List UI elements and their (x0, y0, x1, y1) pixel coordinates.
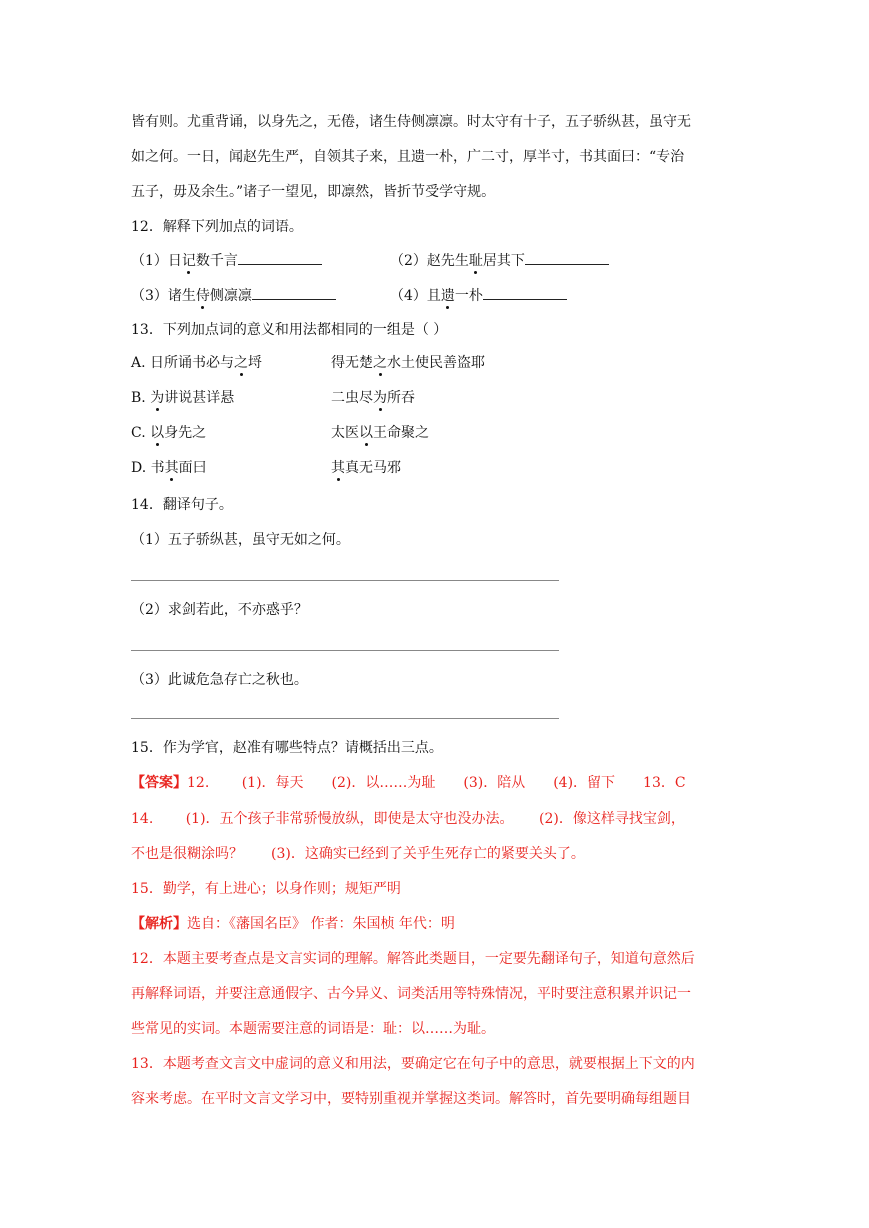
q13-option-a-right (331, 353, 485, 373)
answer-line[interactable] (131, 580, 559, 581)
q13-option-a-left[interactable] (131, 353, 262, 373)
option-dotted-word: 为 (150, 390, 165, 406)
q12-item-1 (131, 250, 322, 271)
option-label: B. (131, 390, 146, 406)
option-text: 面曰 (178, 460, 207, 476)
passage-line-3: 五子，毋及余生。”诸子一望见，即凛然，皆折节受学守规。 (131, 184, 496, 200)
answer-line[interactable] (131, 718, 559, 719)
option-text: 书 (150, 460, 165, 476)
q13-option-b-right (331, 388, 415, 408)
option-label: C. (131, 425, 146, 441)
option-dotted-word: 之 (234, 355, 249, 371)
answer-blank[interactable] (525, 250, 609, 265)
q12-item-dotted-word: 记 (181, 253, 196, 269)
q14-item-3: （3）此诚危急存亡之秋也。 (131, 672, 308, 688)
q12-item-num: （3） (131, 288, 168, 304)
q14-item-2: （2）求剑若此，不亦惑乎？ (131, 602, 308, 618)
passage-line-1: 皆有则。尤重背诵，以身先之，无倦，诸生侍侧凛凛。时太守有十子，五子骄纵甚，虽守无 (131, 114, 691, 130)
answer-line-4: 15．勤学，有上进心；以身作则；规矩严明 (131, 881, 401, 897)
analysis-line-4: 13．本题考查文言文中虚词的意义和用法，要确定它在句子中的意思，就要根据上下文的内 (131, 1056, 695, 1072)
option-text: 水土使民善盗耶 (387, 355, 485, 371)
option-label: D. (131, 460, 147, 476)
analysis-tag: 【解析】 (131, 916, 187, 932)
q15-title: 15．作为学官，赵准有哪些特点？请概括出三点。 (131, 740, 443, 756)
answer-text: 12. (1)．每天 (2)．以……为耻 (3)．陪从 (4)．留下 13．C (187, 775, 686, 791)
analysis-line-3: 些常见的实词。本题需要注意的词语是：耻：以……为耻。 (131, 1021, 495, 1037)
q13-option-d-right (331, 458, 401, 478)
option-text: 身先之 (164, 425, 207, 441)
analysis-line-5: 容来考虑。在平时文言文学习中，要特别重视并掌握这类词。解答时，首先要明确每组题目 (131, 1091, 691, 1107)
q13-option-d-left[interactable] (131, 458, 207, 478)
q14-title: 14．翻译句子。 (131, 497, 233, 513)
q12-item-3 (131, 285, 336, 306)
answer-line-2: 14. (1)．五个孩子非常骄慢放纵，即使是太守也没办法。 (2)．像这样寻找宝剑， (131, 811, 685, 827)
q12-item-pre: 赵先生 (426, 253, 469, 269)
option-text: 埒 (248, 355, 263, 371)
option-dotted-word: 之 (373, 355, 387, 371)
q12-item-post: 居其下 (482, 253, 525, 269)
option-text: 真无马邪 (345, 460, 401, 476)
q12-item-dotted-word: 侍 (195, 288, 210, 304)
q12-item-post: 一朴 (454, 288, 483, 304)
option-label: A. (131, 355, 146, 371)
q12-item-num: （1） (131, 253, 168, 269)
q12-item-pre: 日 (167, 253, 182, 269)
q13-option-c-right (331, 423, 429, 443)
answer-blank[interactable] (252, 285, 336, 300)
q12-item-pre: 诸生 (167, 288, 196, 304)
analysis-source-text: 选自：《藩国名臣》 作者：朱国桢 年代：明 (187, 916, 455, 932)
option-text: 所吞 (387, 390, 415, 406)
q12-item-post: 侧凛凛 (209, 288, 252, 304)
option-text: 日所诵书必与 (150, 355, 235, 371)
option-text: 二虫尽 (331, 390, 373, 406)
passage-line-2: 如之何。一日，闻赵先生严，自领其子来，且遗一朴，广二寸，厚半寸，书其面曰：“专治 (131, 149, 685, 165)
option-text: 得无楚 (331, 355, 373, 371)
q13-option-c-left[interactable] (131, 423, 206, 443)
analysis-line-2: 再解释词语，并要注意通假字、古今异义、词类活用等特殊情况，平时要注意积累并识记一 (131, 986, 691, 1002)
option-text: 讲说甚详悬 (164, 390, 235, 406)
option-text: 太医 (331, 425, 359, 441)
q12-item-2 (390, 250, 609, 271)
answer-blank[interactable] (238, 250, 322, 265)
q12-item-pre: 且 (426, 288, 441, 304)
analysis-source (131, 914, 455, 934)
option-dotted-word: 其 (164, 460, 179, 476)
answer-tag: 【答案】 (131, 775, 187, 791)
answer-line[interactable] (131, 650, 559, 651)
q12-item-dotted-word: 耻 (468, 253, 483, 269)
q12-item-dotted-word: 遗 (440, 288, 455, 304)
option-dotted-word: 为 (373, 390, 387, 406)
option-dotted-word: 以 (150, 425, 165, 441)
answer-blank[interactable] (483, 285, 567, 300)
q13-option-b-left[interactable] (131, 388, 234, 408)
q13-title: 13．下列加点词的意义和用法都相同的一组是（ ） (131, 322, 448, 338)
q12-title: 12．解释下列加点的词语。 (131, 219, 303, 235)
q12-item-post: 数千言 (195, 253, 238, 269)
answer-line-3: 不也是很糊涂吗？ (3)．这确实已经到了关乎生死存亡的紧要关头了。 (131, 846, 585, 862)
q12-item-num: （2） (390, 253, 427, 269)
option-dotted-word: 以 (359, 425, 373, 441)
option-dotted-word: 其 (331, 460, 345, 476)
answer-line-1 (131, 773, 686, 793)
q14-item-1: （1）五子骄纵甚，虽守无如之何。 (131, 532, 350, 548)
analysis-line-1: 12．本题主要考查点是文言实词的理解。解答此类题目，一定要先翻译句子，知道句意然后 (131, 951, 695, 967)
option-text: 王命聚之 (373, 425, 429, 441)
q12-item-4 (390, 285, 567, 306)
q12-item-num: （4） (390, 288, 427, 304)
